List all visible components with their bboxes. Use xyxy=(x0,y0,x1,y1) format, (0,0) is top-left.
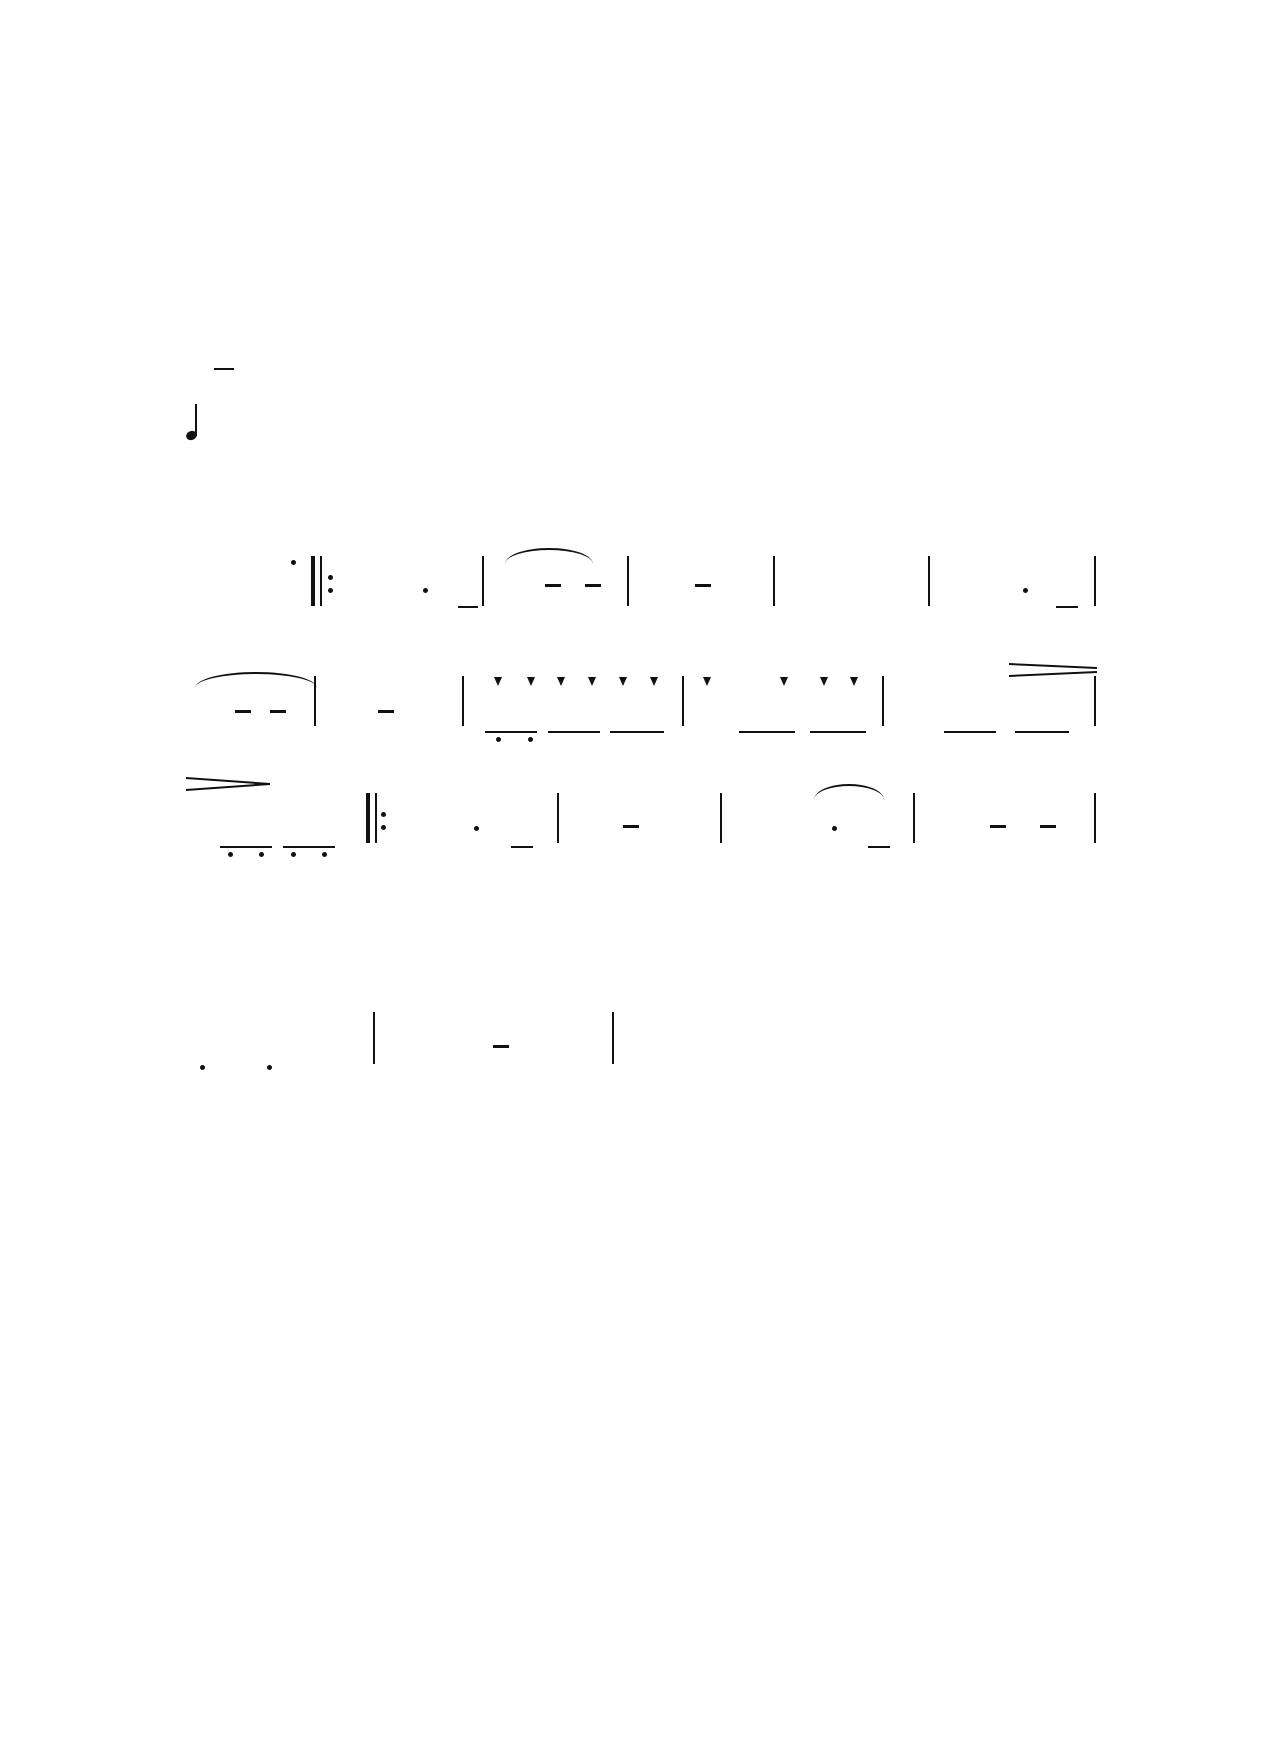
low-octave-dot xyxy=(322,852,327,857)
low-octave-dot xyxy=(228,852,233,857)
barline xyxy=(913,793,915,843)
low-octave-dot xyxy=(259,852,264,857)
barline xyxy=(482,556,484,606)
staccato-accent-icon xyxy=(527,677,535,686)
barline xyxy=(882,676,884,726)
low-octave-dot xyxy=(291,852,296,857)
dash-extension xyxy=(270,710,286,713)
barline xyxy=(682,676,684,726)
staccato-accent-icon xyxy=(494,677,502,686)
augmentation-dot xyxy=(1023,588,1028,593)
underline-eighth xyxy=(610,731,664,733)
underline-eighth xyxy=(485,731,537,733)
underline-eighth xyxy=(868,846,890,848)
staccato-accent-icon xyxy=(650,677,658,686)
staccato-accent-icon xyxy=(588,677,596,686)
repeat-barline-thick xyxy=(366,793,370,843)
barline xyxy=(373,1012,375,1064)
barline xyxy=(928,556,930,606)
underline-eighth xyxy=(548,731,600,733)
staccato-accent-icon xyxy=(820,677,828,686)
high-octave-dot xyxy=(291,560,296,565)
barline xyxy=(557,793,559,843)
quarter-note-icon xyxy=(186,408,198,442)
dash-extension xyxy=(545,584,561,587)
staccato-accent-icon xyxy=(619,677,627,686)
augmentation-dot xyxy=(474,826,479,831)
underline-eighth xyxy=(739,731,795,733)
dash-extension xyxy=(493,1045,509,1048)
underline-eighth xyxy=(511,846,533,848)
barline xyxy=(462,676,464,726)
low-octave-dot xyxy=(496,737,501,742)
barline-end xyxy=(1094,793,1096,843)
tie-arc xyxy=(195,672,317,688)
underline-eighth xyxy=(944,731,996,733)
dash-extension xyxy=(235,710,251,713)
decrescendo-hairpin-icon xyxy=(1009,662,1097,682)
dash-extension xyxy=(585,584,601,587)
dash-extension xyxy=(1040,825,1056,828)
tie-arc xyxy=(505,548,593,564)
underline-eighth xyxy=(220,846,272,848)
staccato-accent-icon xyxy=(557,677,565,686)
underline-eighth xyxy=(1015,731,1069,733)
barline-end xyxy=(1094,556,1096,606)
underline-eighth xyxy=(1056,606,1078,608)
barline xyxy=(314,676,316,726)
key-signature xyxy=(188,350,234,384)
underline-eighth xyxy=(810,731,866,733)
underline-eighth xyxy=(458,606,478,608)
repeat-barline-thin xyxy=(320,556,322,606)
barline xyxy=(612,1012,614,1064)
low-octave-dot xyxy=(200,1065,205,1070)
repeat-dot xyxy=(381,825,386,830)
dash-extension xyxy=(990,825,1006,828)
staccato-accent-icon xyxy=(850,677,858,686)
underline-eighth xyxy=(283,846,335,848)
fraction-bar xyxy=(214,368,234,370)
dash-extension xyxy=(695,584,711,587)
barline xyxy=(773,556,775,606)
staccato-accent-icon xyxy=(780,677,788,686)
repeat-barline-thin xyxy=(375,793,377,843)
repeat-dot xyxy=(328,588,333,593)
time-signature xyxy=(214,367,234,371)
barline xyxy=(720,793,722,843)
repeat-dot xyxy=(381,812,386,817)
barline-end xyxy=(1094,676,1096,726)
decrescendo-hairpin-icon xyxy=(186,776,274,792)
repeat-dot xyxy=(328,575,333,580)
tempo-indication xyxy=(186,408,198,442)
repeat-barline-thick xyxy=(311,556,315,606)
low-octave-dot xyxy=(267,1065,272,1070)
augmentation-dot xyxy=(423,588,428,593)
dash-extension xyxy=(378,710,394,713)
slur-arc xyxy=(814,784,884,800)
augmentation-dot xyxy=(832,826,837,831)
staccato-accent-icon xyxy=(703,677,711,686)
dash-extension xyxy=(623,825,639,828)
barline xyxy=(627,556,629,606)
low-octave-dot xyxy=(528,737,533,742)
